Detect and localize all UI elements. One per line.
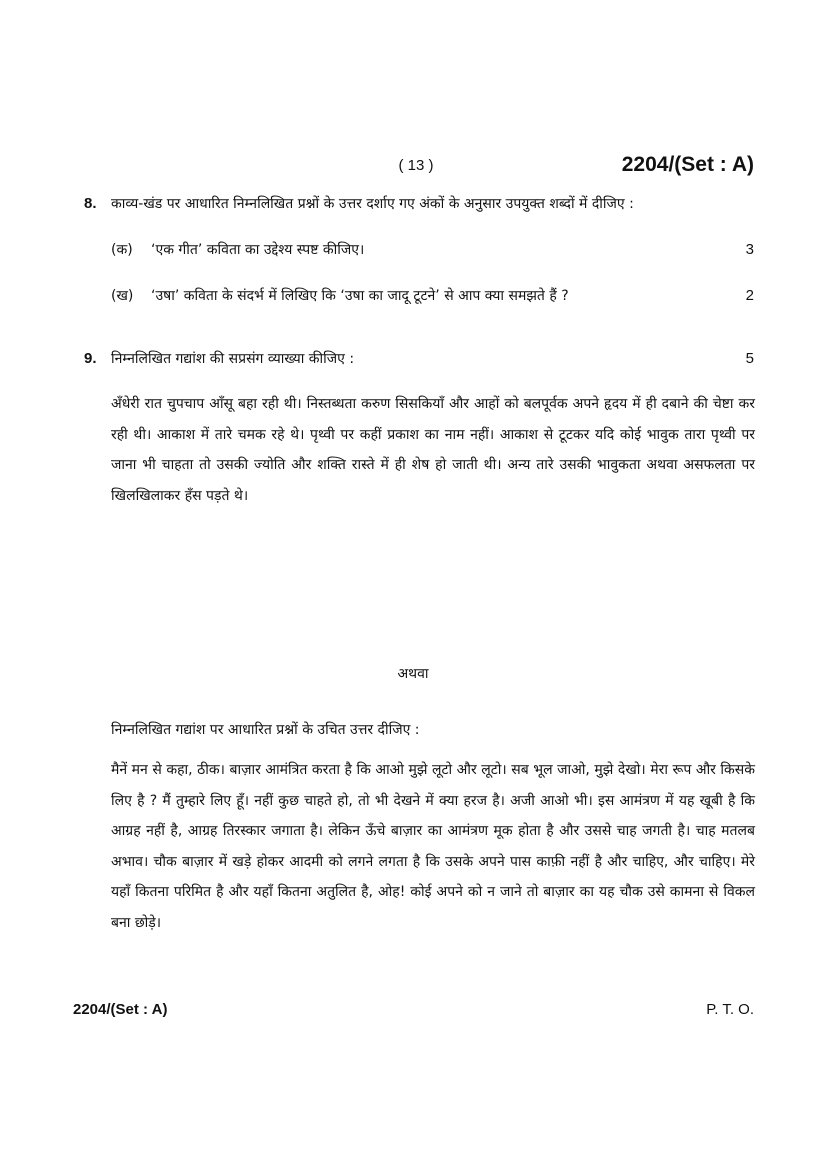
pto-label: P. T. O. [706,1001,754,1018]
question-9-alt-instruction: निम्नलिखित गद्यांश पर आधारित प्रश्नों के उचित उत्तर दीजिए : [111,722,420,738]
question-9-alt-passage: मैनें मन से कहा, ठीक। बाज़ार आमंत्रित करता है कि आओ मुझे लूटो और लूटो। सब भूल जाओ, मुझे देखो। मेरा रूप और किसके लिए है ? मैं तुम्हारे लिए हूँ। नहीं कुछ चाहते हो, तो भी देखने में क्या हरज है। अजी आओ भी। इस आमंत्रण में यह खूबी है कि आग्रह नहीं है, आग्रह तिरस्कार जगाता है। लेकिन ऊँचे बाज़ार का आमंत्रण मूक होता है और उससे चाह जगती है। चाह मतलब अभाव। चौक बाज़ार में खड़े होकर आदमी को लगने लगता है कि उसके अपने पास काफ़ी नहीं है और चाहिए, और चाहिए। मेरे यहाँ कितना परिमित है और यहाँ कितना अतुलित है, ओह! कोई अपने को न जाने तो बाज़ार का यह चौक उसे कामना से विकल बना छोड़े। [111,762,755,931]
question-8b-label: (ख) [111,288,134,304]
question-9-passage: अँधेरी रात चुपचाप आँसू बहा रही थी। निस्तब्धता करुण सिसकियाँ और आहों को बलपूर्वक अपने हृदय में ही दबाने की चेष्टा कर रही थी। आकाश में तारे चमक रहे थे। पृथ्वी पर कहीं प्रकाश का नाम नहीं। आकाश से टूटकर यदि कोई भावुक तारा पृथ्वी पर जाना भी चाहता तो उसकी ज्योति और शक्ति रास्ते में ही शेष हो जाती थी। अन्य तारे उसकी भावुकता अथवा असफलता पर खिलखिलाकर हँस पड़ते थे। [111,396,755,504]
question-8a-text: ‘एक गीत’ कविता का उद्देश्य स्पष्ट कीजिए। [151,242,365,258]
question-9-marks: 5 [745,350,754,367]
question-8-instruction: काव्य-खंड पर आधारित निम्नलिखित प्रश्नों के उत्तर दर्शाए गए अंकों के अनुसार उपयुक्त शब्दों में दीजिए : [111,196,634,212]
question-8a-label: (क) [111,242,133,258]
question-9-instruction: निम्नलिखित गद्यांश की सप्रसंग व्याख्या कीजिए : [111,351,355,367]
question-9-number: 9. [84,350,97,367]
paper-code-header: 2204/(Set : A) [621,153,754,176]
question-8b-marks: 2 [745,287,754,304]
paper-code-footer: 2204/(Set : A) [73,1001,168,1018]
page-number: ( 13 ) [398,157,434,174]
question-8a-marks: 3 [745,241,754,258]
question-8b-text: ‘उषा’ कविता के संदर्भ में लिखिए कि ‘उषा का जादू टूटने’ से आप क्या समझते हैं ? [151,288,569,304]
question-8-number: 8. [84,195,97,212]
or-label: अथवा [397,666,429,682]
